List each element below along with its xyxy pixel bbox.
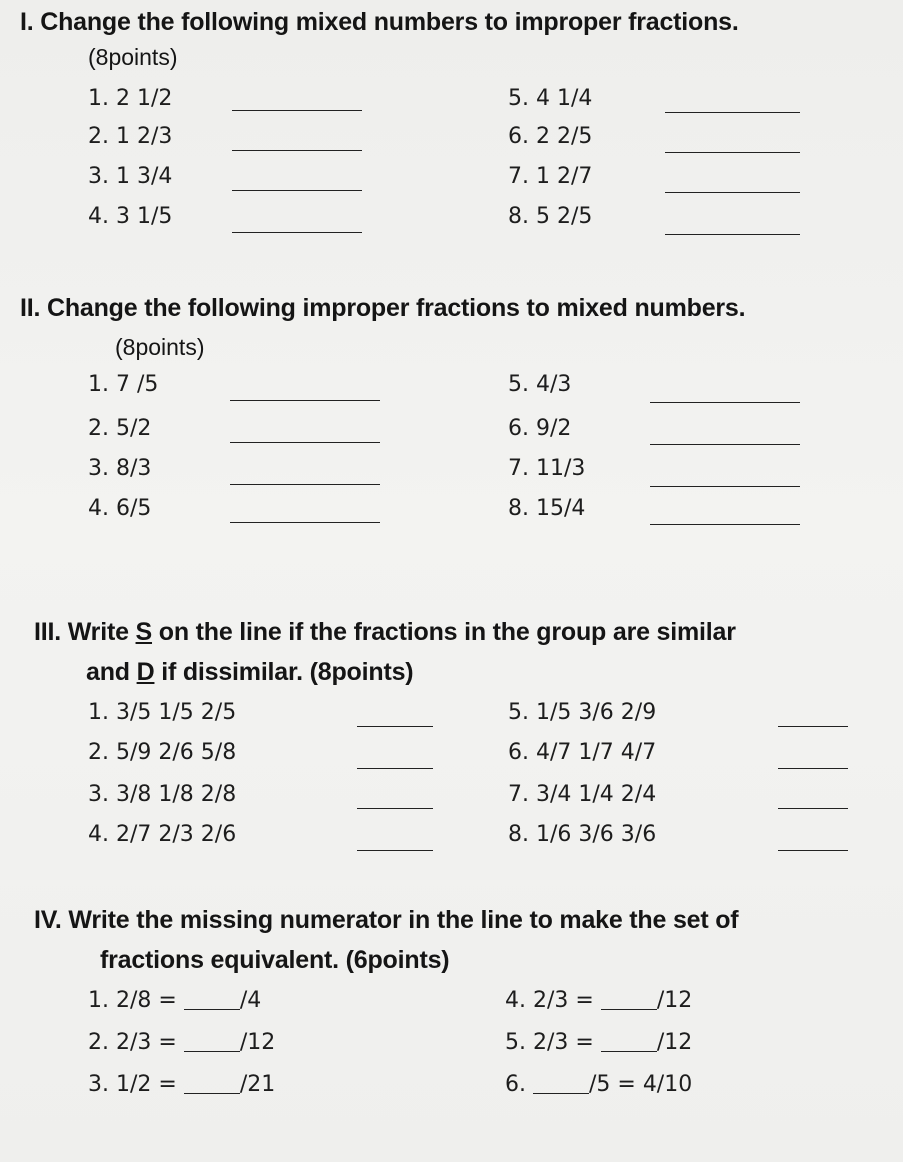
s4-item-5-suffix: /12 xyxy=(656,1030,693,1055)
s1-item-1: 1. 2 1/2 xyxy=(88,86,173,111)
s2-answer-line-6[interactable] xyxy=(650,444,800,445)
section-1-points: (8points) xyxy=(88,44,178,70)
s1-item-2: 2. 1 2/3 xyxy=(88,124,173,149)
s4-item-6-prefix: 6. xyxy=(505,1072,533,1097)
s3-item-5: 5. 1/5 3/6 2/9 xyxy=(508,700,657,725)
s1-answer-line-6[interactable] xyxy=(665,152,800,153)
s2-item-4: 4. 6/5 xyxy=(88,496,152,521)
s4-answer-line-5[interactable] xyxy=(601,1031,657,1052)
s2-item-8: 8. 15/4 xyxy=(508,496,586,521)
s3-answer-line-6[interactable] xyxy=(778,768,848,769)
section-2-title: II. Change the following improper fractions to mixed numbers. xyxy=(20,294,746,322)
s1-answer-line-7[interactable] xyxy=(665,192,800,193)
s1-item-8: 8. 5 2/5 xyxy=(508,204,593,229)
s4-item-1-suffix: /4 xyxy=(239,988,262,1013)
s2-item-2: 2. 5/2 xyxy=(88,416,152,441)
s2-item-5: 5. 4/3 xyxy=(508,372,572,397)
s3-item-3: 3. 3/8 1/8 2/8 xyxy=(88,782,237,807)
s3-item-6: 6. 4/7 1/7 4/7 xyxy=(508,740,657,765)
s1-answer-line-8[interactable] xyxy=(665,234,800,235)
s-letter: S xyxy=(135,618,153,646)
s4-item-3-suffix: /21 xyxy=(239,1072,276,1097)
s2-answer-line-8[interactable] xyxy=(650,524,800,525)
s1-answer-line-5[interactable] xyxy=(665,112,800,113)
s4-item-6 xyxy=(505,1072,692,1097)
s1-answer-line-3[interactable] xyxy=(232,190,362,191)
s4-item-2-suffix: /12 xyxy=(239,1030,276,1055)
s4-answer-line-6[interactable] xyxy=(533,1073,589,1094)
s2-answer-line-3[interactable] xyxy=(230,484,380,485)
section-1-title: I. Change the following mixed numbers to improper fractions. xyxy=(20,8,739,36)
s3-item-8: 8. 1/6 3/6 3/6 xyxy=(508,822,657,847)
s4-item-4-prefix: 4. 2/3 = xyxy=(505,988,601,1013)
s3-item-2: 2. 5/9 2/6 5/8 xyxy=(88,740,237,765)
section-3-title xyxy=(34,618,736,647)
s2-item-1: 1. 7 /5 xyxy=(88,372,159,397)
s4-item-4 xyxy=(505,988,692,1013)
s2-answer-line-4[interactable] xyxy=(230,522,380,523)
s4-answer-line-3[interactable] xyxy=(184,1073,240,1094)
s4-item-2 xyxy=(88,1030,275,1055)
s1-item-5: 5. 4 1/4 xyxy=(508,86,593,111)
s3-answer-line-1[interactable] xyxy=(357,726,433,727)
s3-title-start: III. Write xyxy=(34,618,136,646)
s1-item-7: 7. 1 2/7 xyxy=(508,164,593,189)
s4-item-6-suffix: /5 = 4/10 xyxy=(588,1072,693,1097)
s3-item-4: 4. 2/7 2/3 2/6 xyxy=(88,822,237,847)
s3-item-7: 7. 3/4 1/4 2/4 xyxy=(508,782,657,807)
s3-title-end: on the line if the fractions in the group are similar xyxy=(152,618,736,646)
s4-item-1 xyxy=(88,988,261,1013)
s3-answer-line-8[interactable] xyxy=(778,850,848,851)
s2-answer-line-1[interactable] xyxy=(230,400,380,401)
s3-answer-line-4[interactable] xyxy=(357,850,433,851)
section-2-points: (8points) xyxy=(115,334,205,360)
s4-item-5 xyxy=(505,1030,692,1055)
s3-line2-end: if dissimilar. (8points) xyxy=(154,658,414,686)
s2-answer-line-5[interactable] xyxy=(650,402,800,403)
s2-answer-line-7[interactable] xyxy=(650,486,800,487)
s4-answer-line-2[interactable] xyxy=(184,1031,240,1052)
s2-item-3: 3. 8/3 xyxy=(88,456,152,481)
s3-answer-line-7[interactable] xyxy=(778,808,848,809)
section-4-title: IV. Write the missing numerator in the line to make the set of xyxy=(34,906,739,934)
s3-answer-line-2[interactable] xyxy=(357,768,433,769)
s2-item-7: 7. 11/3 xyxy=(508,456,586,481)
s3-item-1: 1. 3/5 1/5 2/5 xyxy=(88,700,237,725)
s4-answer-line-4[interactable] xyxy=(601,989,657,1010)
s1-item-3: 3. 1 3/4 xyxy=(88,164,173,189)
section-3-title-line-2 xyxy=(86,658,413,687)
s1-answer-line-4[interactable] xyxy=(232,232,362,233)
d-letter: D xyxy=(136,658,155,686)
s4-item-4-suffix: /12 xyxy=(656,988,693,1013)
s3-answer-line-5[interactable] xyxy=(778,726,848,727)
s1-answer-line-2[interactable] xyxy=(232,150,362,151)
s1-item-6: 6. 2 2/5 xyxy=(508,124,593,149)
s4-item-5-prefix: 5. 2/3 = xyxy=(505,1030,601,1055)
s3-answer-line-3[interactable] xyxy=(357,808,433,809)
s4-item-3 xyxy=(88,1072,275,1097)
s4-answer-line-1[interactable] xyxy=(184,989,240,1010)
s1-answer-line-1[interactable] xyxy=(232,110,362,111)
section-4-title-line-2: fractions equivalent. (6points) xyxy=(100,946,450,974)
s4-item-2-prefix: 2. 2/3 = xyxy=(88,1030,184,1055)
s4-item-3-prefix: 3. 1/2 = xyxy=(88,1072,184,1097)
s3-line2-start: and xyxy=(86,658,137,686)
s2-answer-line-2[interactable] xyxy=(230,442,380,443)
s4-item-1-prefix: 1. 2/8 = xyxy=(88,988,184,1013)
s1-item-4: 4. 3 1/5 xyxy=(88,204,173,229)
s2-item-6: 6. 9/2 xyxy=(508,416,572,441)
